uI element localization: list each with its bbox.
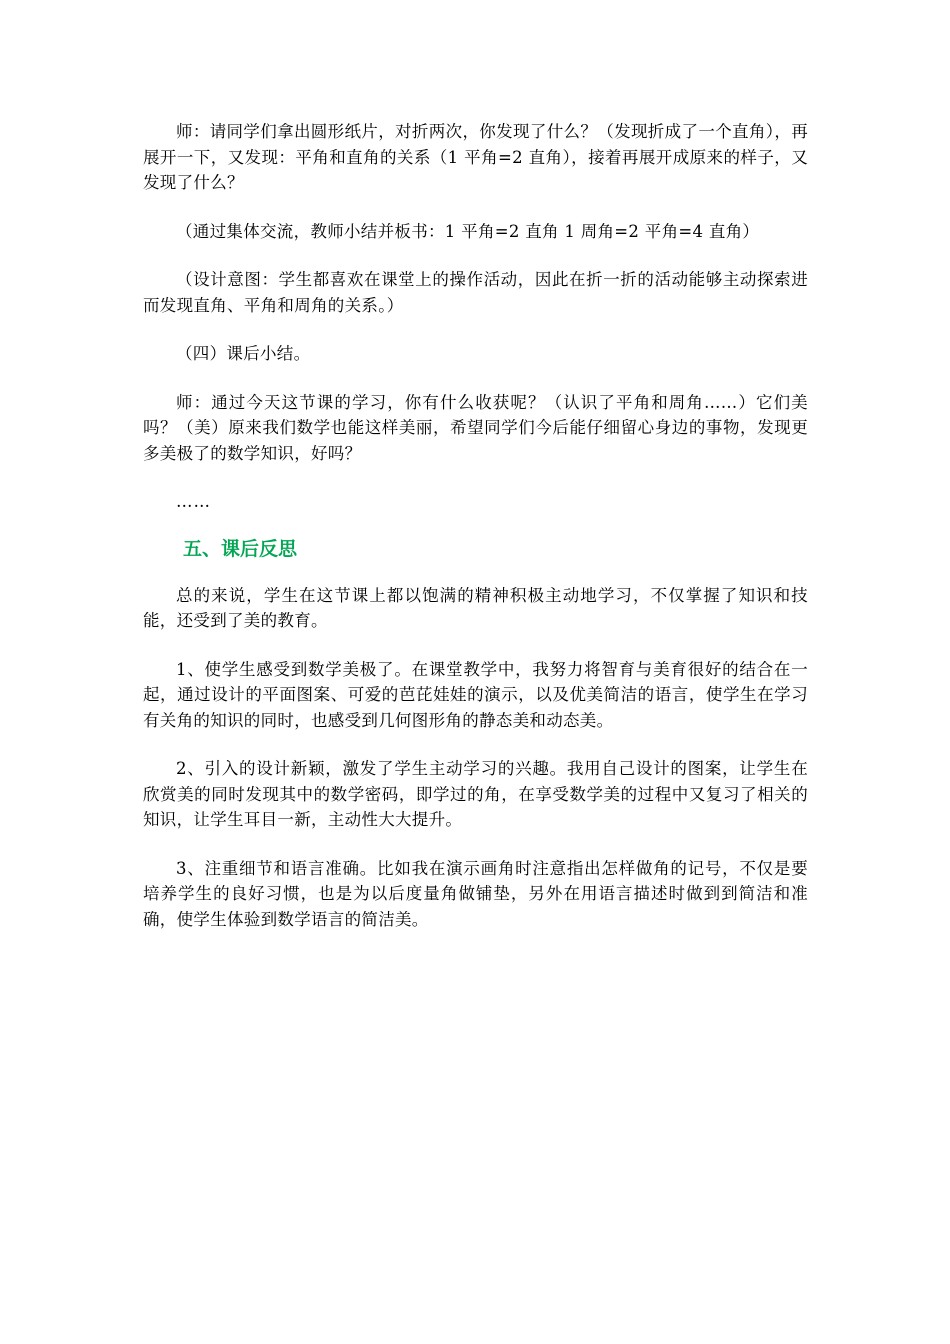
document-page bbox=[143, 119, 808, 955]
paragraph-reflection-overview: 总的来说，学生在这节课上都以饱满的精神积极主动地学习，不仅掌握了知识和技能，还受到了美的教育。 bbox=[143, 585, 808, 630]
paragraph-after-class-summary: （四）课后小结。 bbox=[176, 344, 311, 363]
section-heading-reflection: 五、课后反思 bbox=[183, 537, 298, 560]
ellipsis-text: …… bbox=[176, 492, 211, 511]
paragraph-reflection-point-1: 1、使学生感受到数学美极了。在课堂教学中，我努力将智育与美育很好的结合在一起，通过设计的平面图案、可爱的芭芘娃娃的演示，以及优美简洁的语言，使学生在学习有关角的知识的同时，也感受到几何图形角的静态美和动态美。 bbox=[143, 659, 808, 730]
paragraph-teacher-fold-circle: 师：请同学们拿出圆形纸片，对折两次，你发现了什么？（发现折成了一个直角），再展开一下，又发现：平角和直角的关系（1 平角=2 直角），接着再展开成原来的样子，又发现了什么？ bbox=[143, 122, 808, 192]
paragraph-teacher-question: 师：通过今天这节课的学习，你有什么收获呢？（认识了平角和周角……）它们美吗？（美）原来我们数学也能这样美丽，希望同学们今后能仔细留心身边的事物，发现更多美极了的数学知识，好吗？ bbox=[143, 392, 808, 463]
paragraph-reflection-point-3: 3、注重细节和语言准确。比如我在演示画角时注意指出怎样做角的记号，不仅是要培养学生的良好习惯，也是为以后度量角做铺垫，另外在用语言描述时做到到简洁和准确，使学生体验到数学语言的简洁美。 bbox=[143, 858, 808, 929]
paragraph-reflection-point-2: 2、引入的设计新颖，激发了学生主动学习的兴趣。我用自己设计的图案，让学生在欣赏美的同时发现其中的数学密码，即学过的角，在享受数学美的过程中又复习了相关的知识，让学生耳目一新，主动性大大提升。 bbox=[143, 759, 808, 829]
paragraph-design-intent: （设计意图：学生都喜欢在课堂上的操作活动，因此在折一折的活动能够主动探索进而发现直角、平角和周角的关系。） bbox=[143, 270, 808, 315]
paragraph-blackboard-summary: （通过集体交流，教师小结并板书：1 平角=2 直角 1 周角=2 平角=4 直角） bbox=[176, 221, 760, 241]
